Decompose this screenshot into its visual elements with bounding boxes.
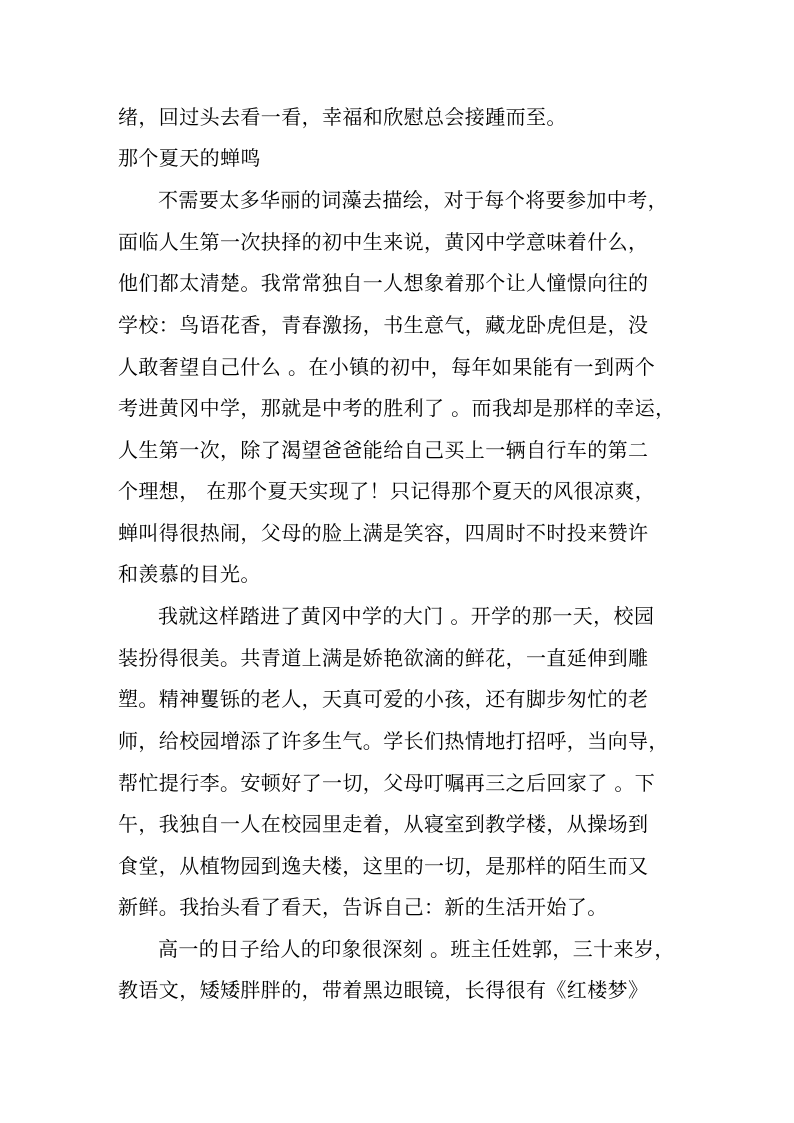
- text-line: 个理想， 在那个夏天实现了！只记得那个夏天的风很凉爽，: [118, 479, 656, 503]
- text-line: 绪，回过头去看一看，幸福和欣慰总会接踵而至。: [118, 105, 567, 129]
- text-line: 蝉叫得很热闹，父母的脸上满是笑容，四周时不时投来赞许: [118, 521, 649, 545]
- paragraph-first-line: 高一的日子给人的印象很深刻 。班主任姓郭，三十来岁，: [158, 937, 675, 961]
- text-line: 他们都太清楚。我常常独自一人想象着那个让人憧憬向往的: [118, 271, 649, 295]
- text-line: 考进黄冈中学，那就是中考的胜利了 。而我却是那样的幸运，: [118, 396, 676, 420]
- text-line: 塑。精神矍铄的老人，天真可爱的小孩，还有脚步匆忙的老: [118, 687, 649, 711]
- text-line: 教语文，矮矮胖胖的，带着黑边眼镜，长得很有《红楼梦》: [118, 978, 649, 1002]
- text-line: 学校：鸟语花香，青春激扬，书生意气，藏龙卧虎但是，没: [118, 313, 649, 337]
- paragraph-first-line: 我就这样踏进了黄冈中学的大门 。开学的那一天，校园: [158, 604, 655, 628]
- paragraph-first-line: 不需要太多华丽的词藻去描绘，对于每个将要参加中考，: [158, 188, 668, 212]
- text-line: 食堂，从植物园到逸夫楼，这里的一切，是那样的陌生而又: [118, 854, 649, 878]
- text-line: 装扮得很美。共青道上满是娇艳欲滴的鲜花，一直延伸到雕: [118, 646, 649, 670]
- text-line: 人生第一次，除了渴望爸爸能给自己买上一辆自行车的第二: [118, 438, 649, 462]
- text-line: 和羡慕的目光。: [118, 562, 261, 586]
- text-line: 师，给校园增添了许多生气。学长们热情地打招呼，当向导，: [118, 729, 669, 753]
- text-line: 午，我独自一人在校园里走着，从寝室到教学楼，从操场到: [118, 812, 649, 836]
- text-line: 面临人生第一次抉择的初中生来说，黄冈中学意味着什么，: [118, 230, 649, 254]
- text-line: 帮忙提行李。安顿好了一切，父母叮嘱再三之后回家了 。下: [118, 771, 656, 795]
- text-line: 新鲜。我抬头看了看天，告诉自己：新的生活开始了。: [118, 895, 608, 919]
- text-line: 人敢奢望自己什么 。在小镇的初中，每年如果能有一到两个: [118, 355, 656, 379]
- section-heading: 那个夏天的蝉鸣: [118, 146, 261, 170]
